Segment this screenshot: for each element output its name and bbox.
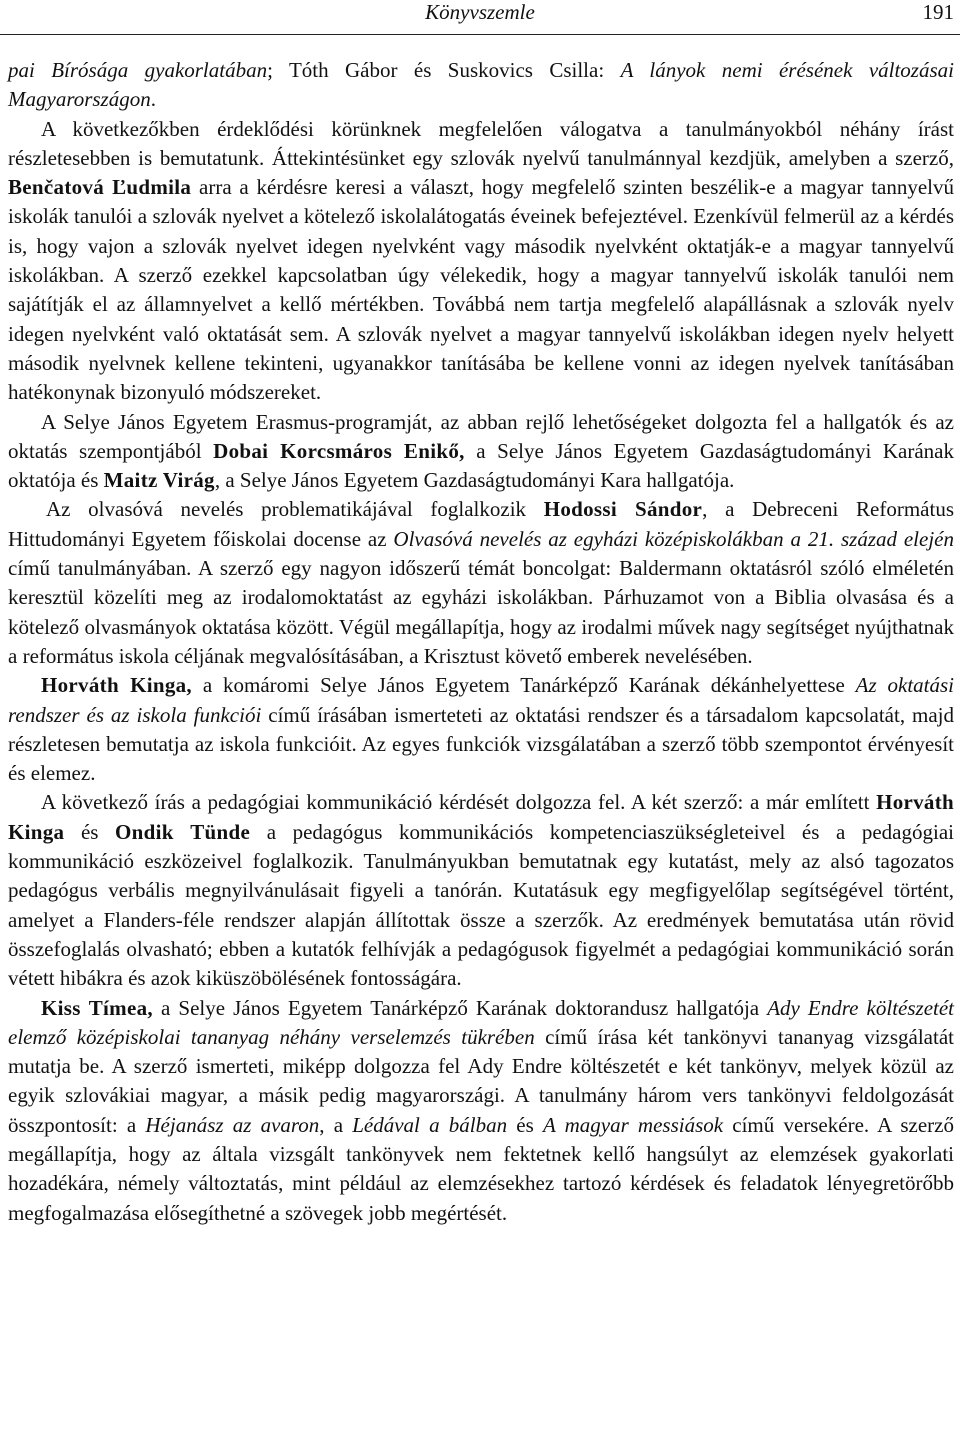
paragraph bbox=[8, 671, 954, 788]
author-name: Dobai Korcsmáros Enikő, bbox=[213, 438, 465, 463]
text-run: , a Debreceni Református Hittudományi Egyetem főiskolai docense az bbox=[8, 497, 954, 551]
text-run: a pedagógus kommunikációs kompetenciaszükségleteivel és a pedagógiai kommunikáció eszközeivel foglalkozik. Tanulmányukban bemutatnak egy kutatást, mely az alsó tagozatos pedagógus verbális megnyilvánulásait figyeli a tanórán. Kutatásuk egy megfigyelőlap segítségével történt, amelyet a Flanders-féle rendszer alapján állítottak össze a szerzők. Az eredmények bemutatása után rövid összefoglalás olvasható; ebben a kutatók felhívják a pedagógusok figyelmét a pedagógiai kommunikáció során vétett hibákra és azok kiküszöbölésének fontosságára. bbox=[8, 819, 954, 991]
text-run: Az olvasóvá nevelés problematikájával foglalkozik bbox=[46, 497, 544, 522]
title-italic: A lányok nemi érésének változásai Magyarországon bbox=[8, 58, 954, 112]
text-run: a Selye János Egyetem Gazdaságtudományi Karának oktatója és bbox=[8, 438, 954, 493]
text-run: A következőkben érdeklődési körünknek megfelelően válogatva a tanulmányokból néhány írást részletesebben is bemutatunk. Áttekintésünket egy szlovák nyelvű tanulmánnyal kezdjük, amelyben a szerző, bbox=[8, 116, 954, 170]
page-number: 191 bbox=[922, 0, 954, 24]
paragraph bbox=[8, 115, 954, 408]
text-run: a Selye János Egyetem Tanárképző Karának doktorandusz hallgatója bbox=[152, 995, 768, 1020]
article-body bbox=[8, 56, 954, 1228]
author-name: Horváth Kinga bbox=[8, 790, 954, 844]
paragraph bbox=[8, 994, 954, 1228]
text-run: ; Tóth Gábor és Suskovics Csilla: bbox=[267, 58, 621, 82]
text-run: . bbox=[150, 87, 156, 112]
author-name: Benčatová Ľudmila bbox=[8, 175, 192, 200]
text-run: A következő írás a pedagógiai kommunikáció kérdését dolgozza fel. A két szerző: a már említett bbox=[41, 790, 877, 815]
running-header bbox=[0, 0, 960, 35]
title-italic: Az oktatási rendszer és az iskola funkciói bbox=[8, 673, 954, 727]
text-run: , a Selye János Egyetem Gazdaságtudományi Kara hallgatója. bbox=[214, 468, 735, 493]
title-italic: Olvasóvá nevelés az egyházi középiskolákban a 21. század elején bbox=[393, 526, 954, 551]
paragraph bbox=[8, 408, 954, 496]
title-italic: Ady Endre költészetét elemző középiskolai tananyag néhány verselemzés tükrében bbox=[8, 995, 955, 1049]
author-name: Horváth Kinga, bbox=[41, 673, 192, 698]
text-run: című tanulmányában. A szerző egy nagyon időszerű témát boncolgat: Baldermann oktatásról szóló elméletén keresztül közelíti meg az irodalomoktatást az egyházi iskolákban. Párhuzamot von a Biblia olvasása és a kötelező olvasmányok oktatása között. Végül megállapítja, hogy az irodalmi művek nagy segítséget nyújthatnak a református iskola céljának megvalósításában, a Krisztust követő emberek nevelésében. bbox=[8, 556, 954, 668]
text-run: A Selye János Egyetem Erasmus-programját, az abban rejlő lehetőségeket dolgozta fel a hallgatók és az oktatás szempontjából bbox=[8, 409, 954, 463]
author-name: Ondik Tünde bbox=[115, 819, 251, 844]
text-run: a komáromi Selye János Egyetem Tanárképző Karának dékánhelyettese bbox=[191, 673, 856, 698]
title-italic: pai Bírósága gyakorlatában bbox=[8, 58, 268, 82]
title-italic: Héjanász az avaron bbox=[145, 1112, 320, 1137]
text-run: arra a kérdésre keresi a választ, hogy megfelelő szinten beszélik-e a magyar tannyelvű iskolák tanulói a szlovák nyelvet a kötelező iskolalátogatás éveinek befejeztével. Ezenkívül felmerül az a kérdés is, hogy vajon a szlovák nyelvet idegen nyelvként vagy második nyelvként oktatják-e a magyar tannyelvű iskolákban. A szerző ezekkel kapcsolatban úgy vélekedik, hogy a magyar tannyelvű iskolák tanulói nem sajátítják el az államnyelvet a kellő mértékben. Továbbá nem tartja megfelelő alapállásnak a szlovák nyelv idegen nyelvként való oktatását sem. A szlovák nyelvet a magyar tannyelvű iskolákban idegen nyelv helyett második nyelvnek kellene tekinteni, ugyanakkor tanításába be kellene vonni az idegen nyelvek tanításában hatékonynak bizonyuló módszereket. bbox=[8, 175, 955, 405]
text-run: és bbox=[64, 819, 116, 844]
text-run: című írásában ismerteteti az oktatási rendszer és a társadalom kapcsolatát, majd részletesen bemutatja az iskola funkcióit. Az egyes funkciók vizsgálatában a szerző több szempontot érvényesít és elemez. bbox=[8, 702, 955, 786]
author-name: Kiss Tímea, bbox=[41, 995, 153, 1020]
paragraph bbox=[8, 56, 954, 115]
paragraph bbox=[8, 788, 954, 993]
paragraph bbox=[8, 495, 954, 671]
title-italic: A magyar messiások bbox=[542, 1112, 724, 1137]
text-run: című írása két tankönyvi tananyag vizsgálatát mutatja be. A szerző ismerteti, miképp dolgozza fel Ady Endre költészetét e két tankönyv, melyek közül az egyik szlovákiai magyar, a másik pedig magyarországi. A tanulmány három vers tankönyvi feldolgozását összpontosít: a bbox=[8, 1024, 954, 1137]
author-name: Maitz Virág bbox=[103, 468, 215, 493]
text-run: című versekére. A szerző megállapítja, hogy az általa vizsgált tankönyvek nem fektetnek kellő hangsúlyt az elemzések gyakorlati hozadékára, némely változtatás, mint például az elemzésekhez tartozó kérdések és feladatok lényegretörőbb megfogalmazása elősegíthetné a szövegek jobb megértését. bbox=[8, 1112, 954, 1225]
text-run: , a bbox=[319, 1112, 353, 1137]
title-italic: Lédával a bálban bbox=[352, 1112, 508, 1137]
running-header-title: Könyvszemle bbox=[425, 0, 535, 24]
text-run: és bbox=[507, 1112, 543, 1137]
author-name: Hodossi Sándor bbox=[543, 497, 703, 522]
